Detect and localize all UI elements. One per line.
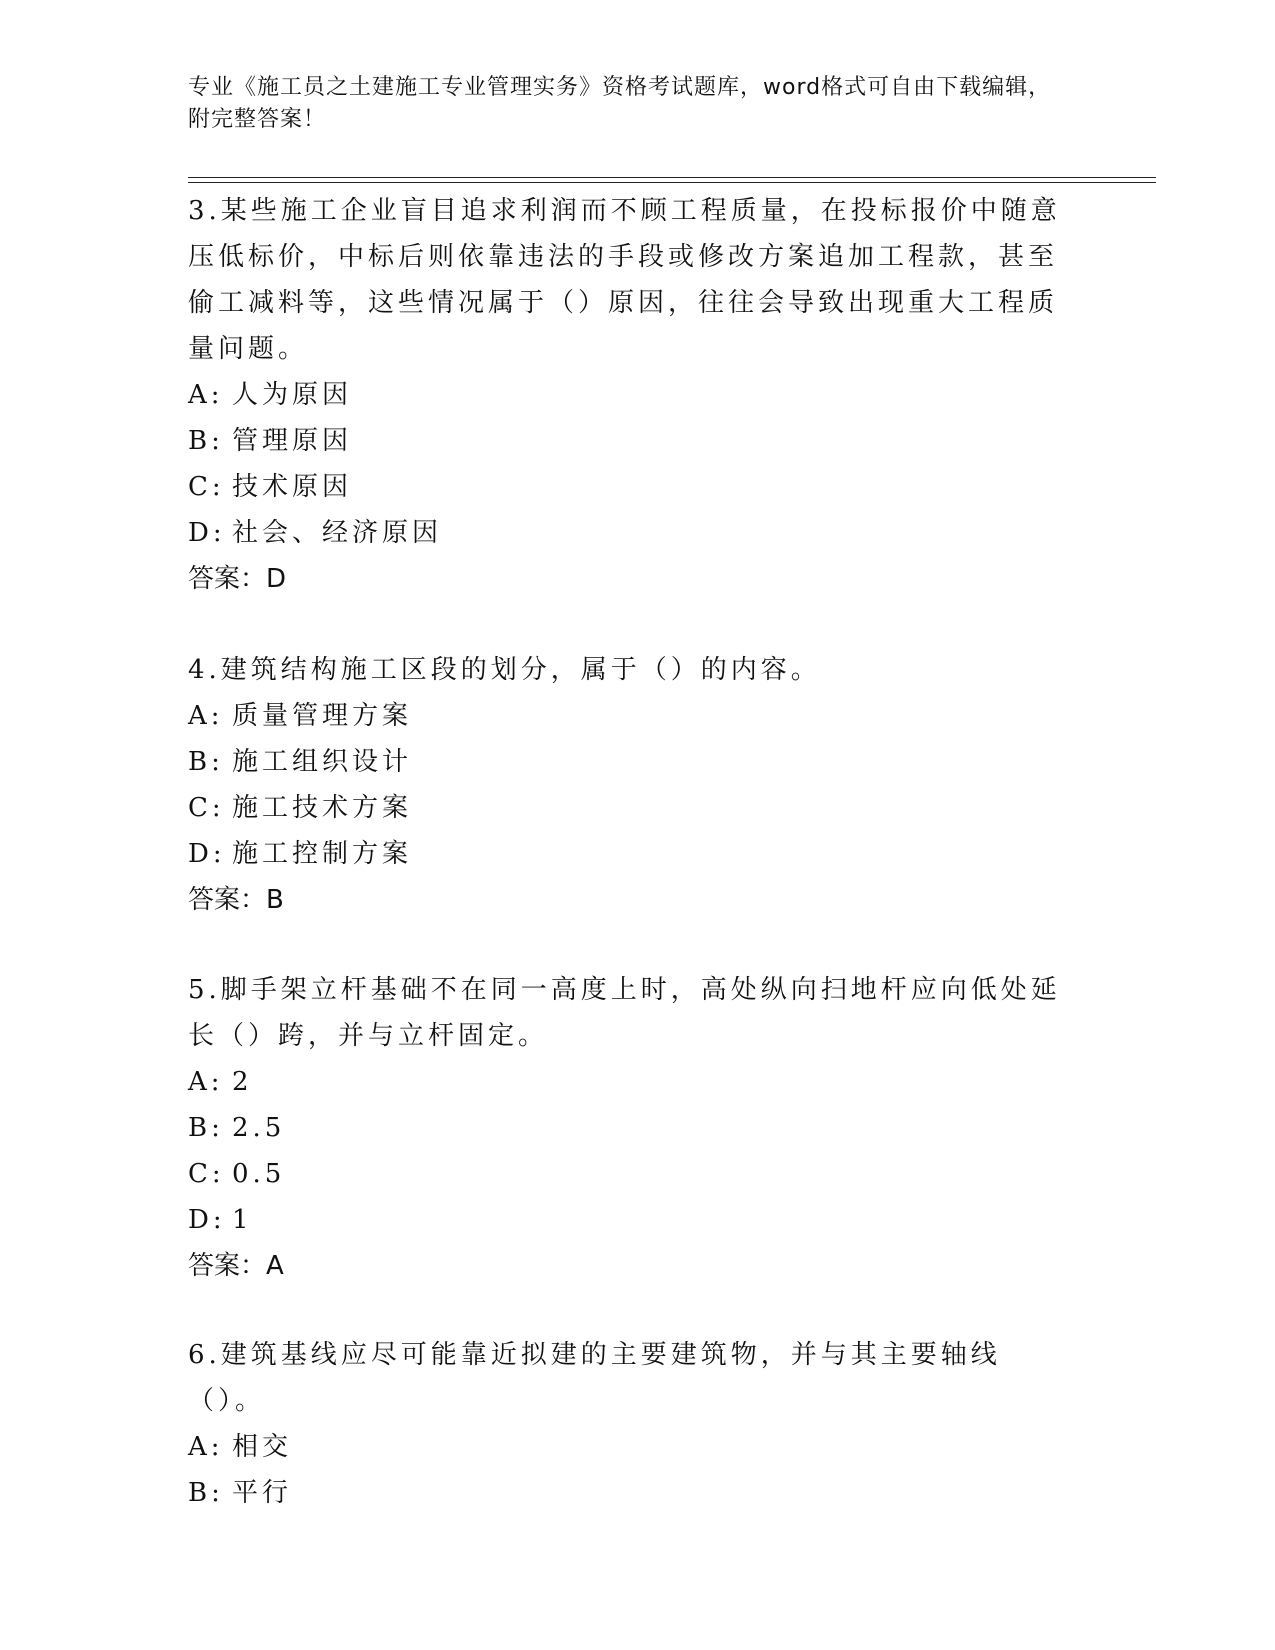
question-6: [188, 1332, 1068, 1516]
option-b: [188, 739, 1068, 785]
option-text: 施工组织设计: [232, 747, 413, 777]
option-a: [188, 1059, 1068, 1105]
option-key: D:: [188, 518, 226, 548]
option-text: 1: [232, 1205, 253, 1235]
option-text: 平行: [232, 1478, 293, 1508]
question-stem: 6.建筑基线应尽可能靠近拟建的主要建筑物，并与其主要轴线（）。: [188, 1340, 1001, 1416]
question-5: [188, 967, 1068, 1289]
option-key: D:: [188, 839, 226, 869]
option-text: 质量管理方案: [232, 701, 413, 731]
option-key: C:: [188, 793, 225, 823]
option-text: 相交: [232, 1432, 293, 1462]
option-text: 施工控制方案: [232, 839, 413, 869]
option-key: B:: [188, 1478, 224, 1508]
answer-line: 答案：D: [188, 564, 287, 594]
option-text: 管理原因: [232, 426, 353, 456]
option-key: A:: [188, 1432, 224, 1462]
option-key: A:: [188, 701, 224, 731]
option-text: 0.5: [232, 1159, 286, 1189]
header-divider-top: [188, 177, 1156, 178]
option-c: [188, 464, 1068, 510]
option-c: [188, 785, 1068, 831]
header-divider-bottom: [188, 182, 1156, 183]
option-b: [188, 1470, 1068, 1516]
question-4: [188, 647, 1068, 923]
option-key: A:: [188, 1067, 224, 1097]
option-a: [188, 372, 1068, 418]
option-key: D:: [188, 1205, 226, 1235]
option-b: [188, 418, 1068, 464]
question-3: [188, 188, 1068, 602]
option-key: A:: [188, 380, 224, 410]
question-stem: 4.建筑结构施工区段的划分，属于（）的内容。: [188, 655, 821, 685]
option-a: [188, 1424, 1068, 1470]
question-stem: 3.某些施工企业盲目追求利润而不顾工程质量，在投标报价中随意压低标价，中标后则依靠违法的手段或修改方案追加工程款，甚至偷工减料等，这些情况属于（）原因，往往会导致出现重大工程质量问题。: [188, 196, 1061, 364]
option-text: 2: [232, 1067, 253, 1097]
answer-line: 答案：A: [188, 1251, 284, 1281]
option-c: [188, 1151, 1068, 1197]
option-d: [188, 510, 1068, 556]
option-text: 社会、经济原因: [232, 518, 443, 548]
option-key: B:: [188, 426, 224, 456]
option-d: [188, 1197, 1068, 1243]
option-text: 施工技术方案: [232, 793, 413, 823]
option-b: [188, 1105, 1068, 1151]
option-text: 技术原因: [232, 472, 353, 502]
option-key: C:: [188, 472, 225, 502]
question-stem: 5.脚手架立杆基础不在同一高度上时，高处纵向扫地杆应向低处延长（）跨，并与立杆固定。: [188, 975, 1061, 1051]
document-header: 专业《施工员之土建施工专业管理实务》资格考试题库，word格式可自由下载编辑，附完整答案！: [188, 75, 1052, 132]
option-text: 人为原因: [232, 380, 353, 410]
option-a: [188, 693, 1068, 739]
answer-line: 答案：B: [188, 885, 284, 915]
option-key: B:: [188, 1113, 224, 1143]
option-key: C:: [188, 1159, 225, 1189]
option-key: B:: [188, 747, 224, 777]
option-text: 2.5: [232, 1113, 286, 1143]
option-d: [188, 831, 1068, 877]
